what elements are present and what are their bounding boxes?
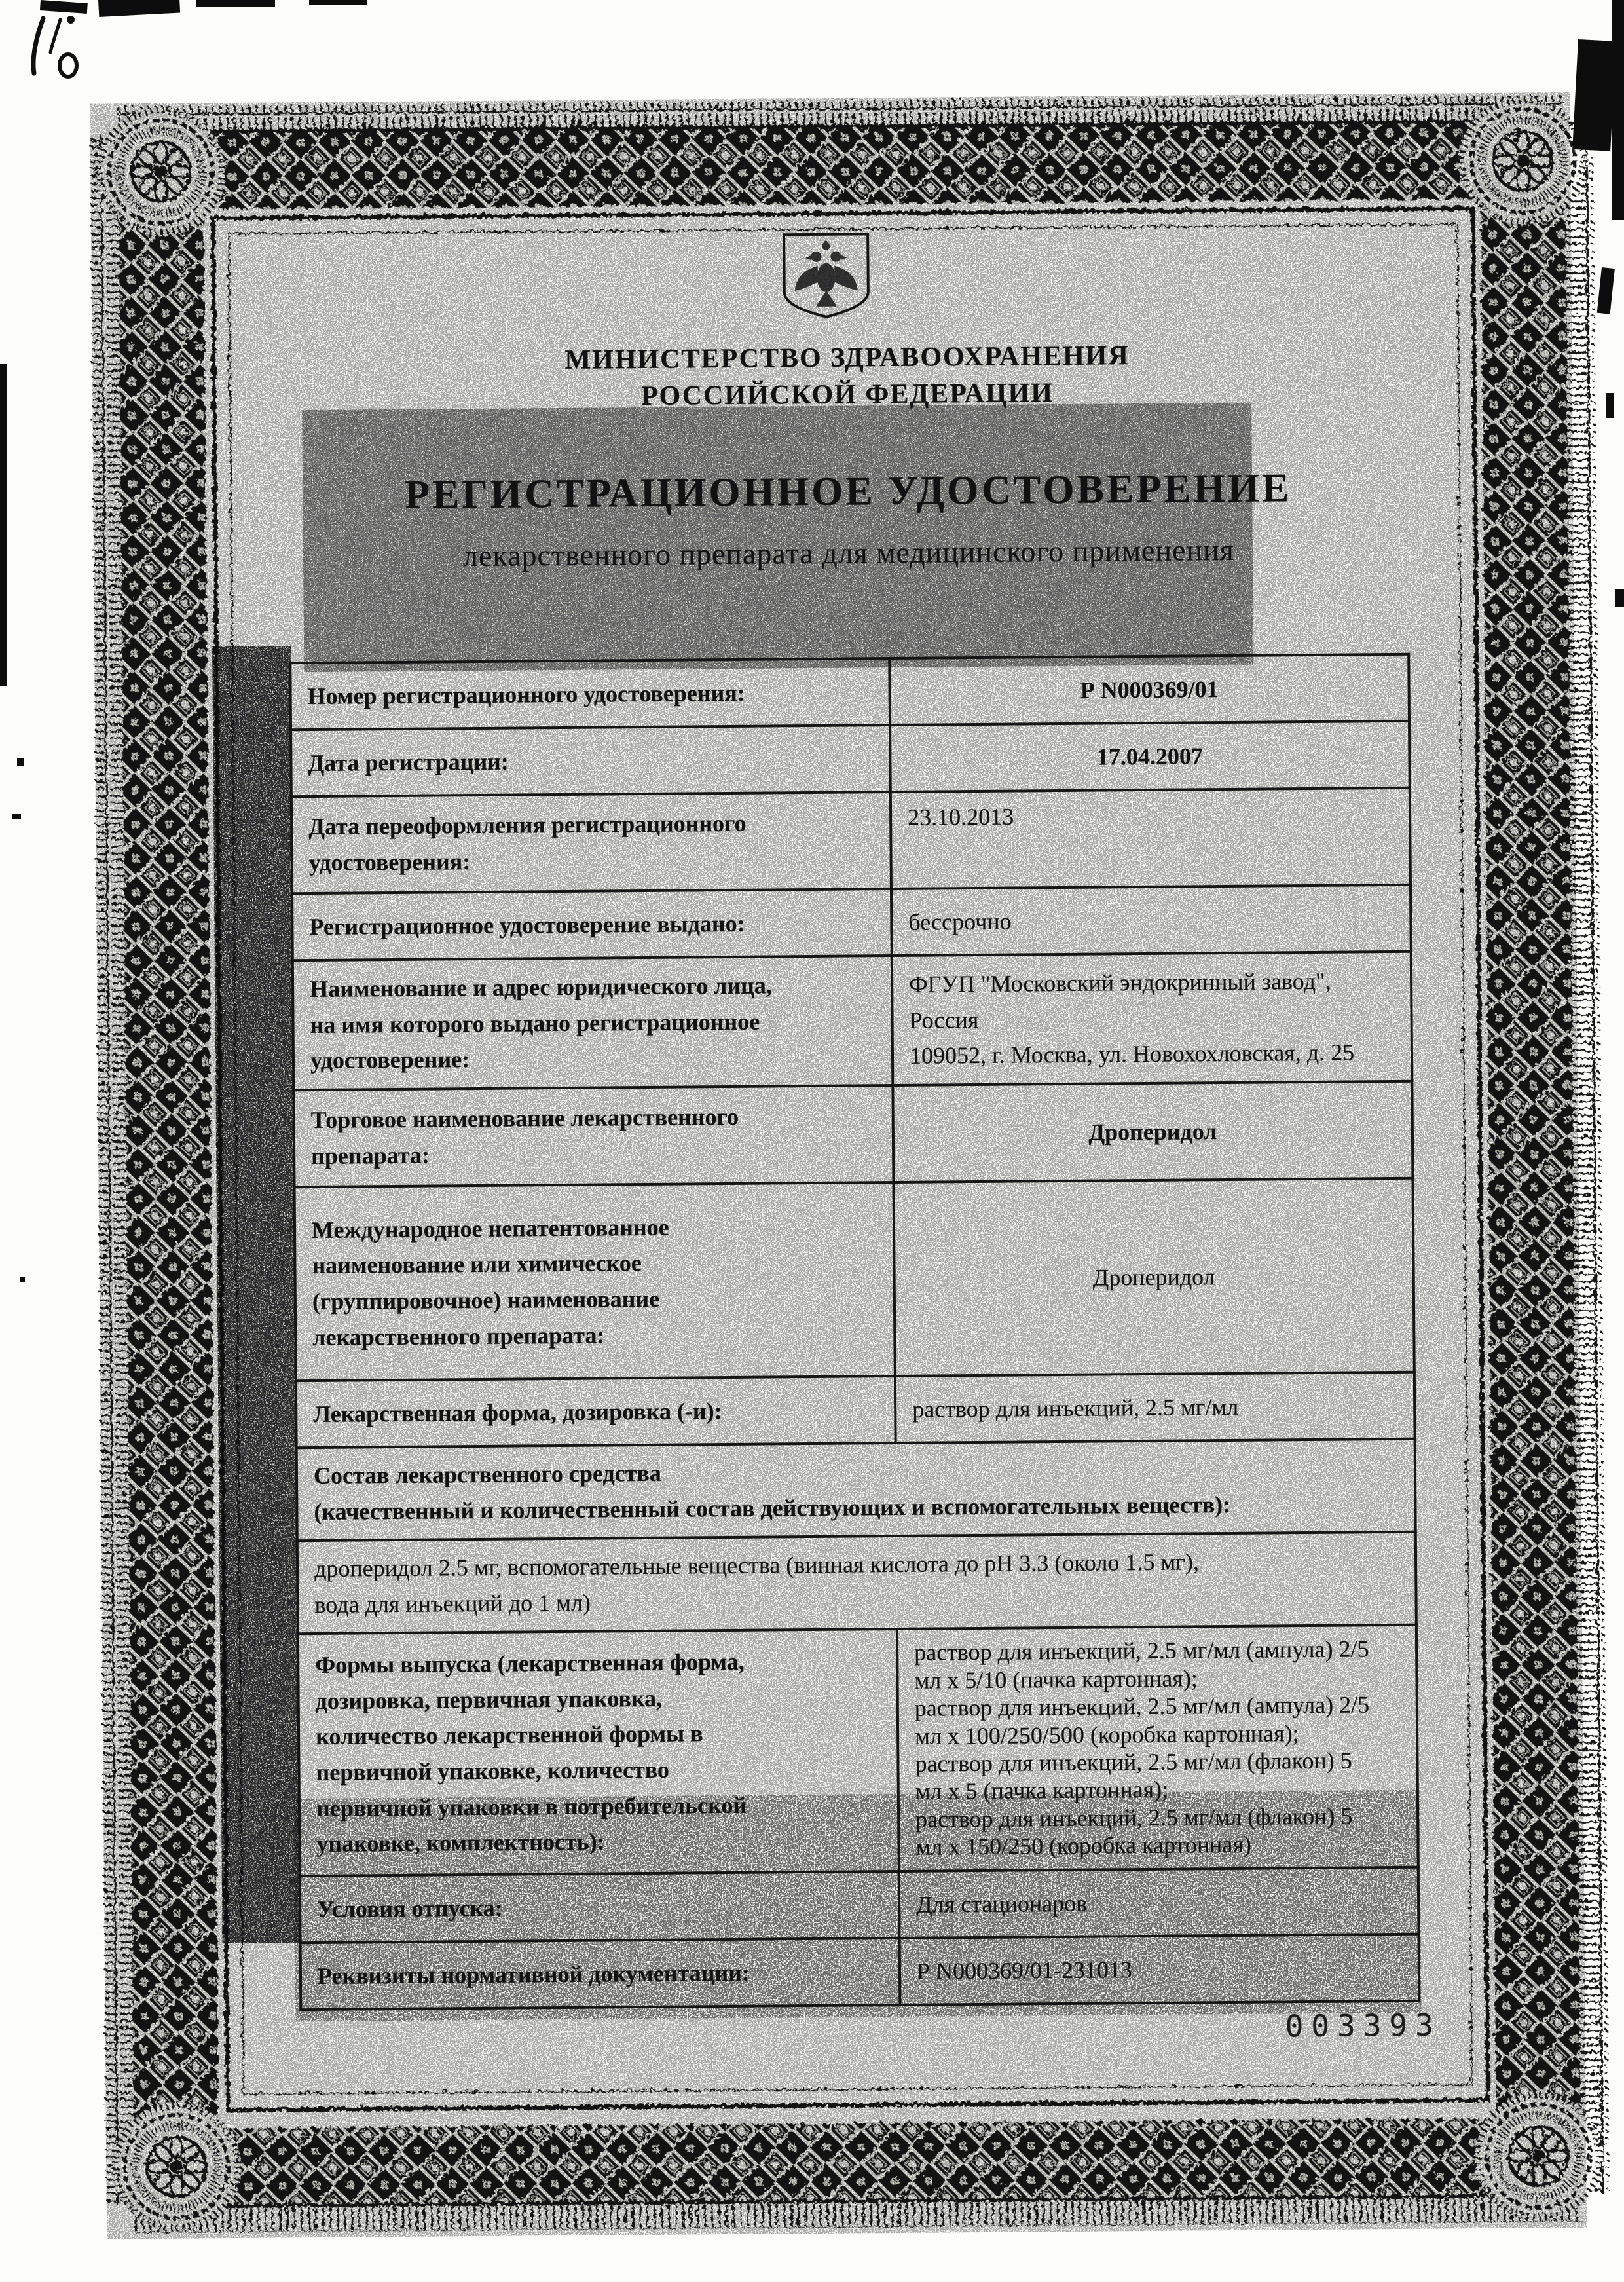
row-value: Для стационаров xyxy=(899,1867,1419,1938)
ministry-name-line2: РОССИЙСКОЙ ФЕДЕРАЦИИ xyxy=(640,378,1054,412)
row-label: Международное непатентованное наименование или химическое (группировочное) наименование лекарственного препарата: xyxy=(295,1182,895,1381)
serial-number: 003393 xyxy=(1285,2007,1442,2044)
document-title: РЕГИСТРАЦИОННОЕ УДОСТОВЕРЕНИЕ xyxy=(404,466,1292,517)
row-value-line: раствор для инъекций, 2.5 мг/мл (флакон) 5 xyxy=(915,1747,1352,1777)
row-label: Реквизиты нормативной документации: xyxy=(301,1938,900,2010)
row-value-line: раствор для инъекций, 2.5 мг/мл (ампула) 2/5 xyxy=(914,1691,1370,1721)
row-label: Номер регистрационного удостоверения: xyxy=(290,658,890,730)
row-value: 17.04.2007 xyxy=(890,721,1410,792)
row-label: Условия отпуска: xyxy=(300,1871,900,1943)
row-value-line: мл х 150/250 (коробка картонная) xyxy=(915,1831,1252,1861)
row-value: бессрочно xyxy=(891,885,1411,956)
row-value: Р N000369/01 xyxy=(889,654,1409,725)
row-label: Торговое наименование лекарственного препарата: xyxy=(293,1085,893,1187)
row-label: Наименование и адрес юридического лица, на имя которого выдано регистрационное удостоверение: xyxy=(293,956,893,1090)
ink-blob xyxy=(0,364,25,1282)
row-label: Лекарственная форма, дозировка (-и): xyxy=(296,1376,896,1448)
row-value-line: ФГУП "Московский эндокринный завод", xyxy=(908,967,1331,998)
row-value-line: раствор для инъекций, 2.5 мг/мл (флакон) 5 xyxy=(915,1803,1353,1833)
row-label: Дата переоформления регистрационного удостоверения: xyxy=(291,792,891,893)
row-value: Дроперидол xyxy=(893,1081,1412,1182)
row-value: 23.10.2013 xyxy=(891,788,1411,889)
row-value-line: Россия xyxy=(909,1006,979,1034)
ink-blob xyxy=(40,0,367,24)
row-fulltext: дроперидол 2.5 мг, вспомогательные вещества (винная кислота до pH 3.3 (около 1.5 мг), вода для инъекций до 1 мл) xyxy=(297,1532,1416,1634)
row-value: раствор для инъекций, 2.5 мг/мл xyxy=(895,1372,1415,1443)
row-value-line: 109052, г. Москва, ул. Новохохловская, д. 25 xyxy=(909,1039,1355,1070)
row-label: Дата регистрации: xyxy=(291,725,891,796)
row-value-line: мл х 5 (пачка картонная); xyxy=(915,1776,1169,1805)
row-value: Р N000369/01-231013 xyxy=(900,1934,1420,2005)
row-label: Регистрационное удостоверение выдано: xyxy=(292,889,892,960)
row-value-line: раствор для инъекций, 2.5 мг/мл (ампула) 2/5 xyxy=(913,1636,1369,1666)
handwritten-mark xyxy=(33,18,77,77)
row-value: Дроперидол xyxy=(893,1178,1414,1376)
ministry-name-line1: МИНИСТЕРСТВО ЗДРАВООХРАНЕНИЯ xyxy=(564,341,1130,375)
row-value-line: мл х 100/250/500 (коробка картонная); xyxy=(914,1719,1299,1749)
row-value-line: мл х 5/10 (пачка картонная); xyxy=(914,1664,1198,1694)
row-fulltext: Состав лекарственного средства (качественный и количественный состав действующих и вспомогательных веществ): xyxy=(297,1439,1416,1541)
row-label: Формы выпуска (лекарственная форма, дозировка, первичная упаковка, количество лекарственной формы в первичной упаковке, количество первичной упаковки в потребительской упаковке, комплектность): xyxy=(298,1629,899,1876)
document-subtitle: лекарственного препарата для медицинского применения xyxy=(462,533,1235,573)
ink-blob xyxy=(1572,0,1624,607)
